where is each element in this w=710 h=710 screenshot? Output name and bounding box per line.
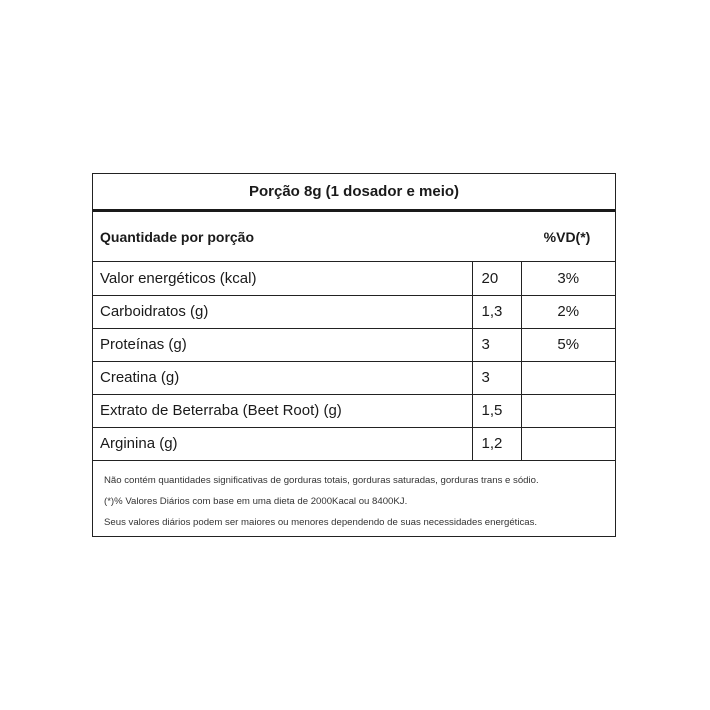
nutrient-daily-value [521,361,615,394]
nutrient-name: Arginina (g) [93,427,472,460]
nutrient-name: Creatina (g) [93,361,472,394]
nutrition-facts-panel [92,173,616,537]
table-header [93,212,615,262]
nutrient-daily-value: 3% [521,262,615,295]
nutrient-quantity: 1,3 [472,295,521,328]
nutrient-name: Proteínas (g) [93,328,472,361]
nutrient-daily-value: 5% [521,328,615,361]
nutrient-daily-value [521,394,615,427]
table-row [93,328,615,361]
footnote-energy-needs: Seus valores diários podem ser maiores ou menores dependendo de suas necessidades energéticas. [104,516,538,528]
table-row [93,427,615,460]
table-row [93,394,615,427]
table-row [93,262,615,295]
quantity-per-serving-header: Quantidade por porção [100,228,255,245]
nutrient-name: Extrato de Beterraba (Beet Root) (g) [93,394,472,427]
nutrient-quantity: 3 [472,361,521,394]
nutrient-daily-value [521,427,615,460]
serving-size-title: Porção 8g (1 dosador e meio) [93,174,615,212]
table-row [93,361,615,394]
nutrient-quantity: 3 [472,328,521,361]
nutrient-name: Valor energéticos (kcal) [93,262,472,295]
nutrient-name: Carboidratos (g) [93,295,472,328]
nutrient-quantity: 20 [472,262,521,295]
nutrition-table [93,262,615,461]
footnote-daily-values: (*)% Valores Diários com base em uma dieta de 2000Kacal ou 8400KJ. [104,495,408,507]
nutrient-daily-value: 2% [521,295,615,328]
table-row [93,295,615,328]
daily-value-header: %VD(*) [543,228,591,245]
nutrient-quantity: 1,5 [472,394,521,427]
footnote-not-significant: Não contém quantidades significativas de gorduras totais, gorduras saturadas, gorduras trans e sódio. [104,474,539,486]
nutrient-quantity: 1,2 [472,427,521,460]
footnotes [93,461,615,533]
